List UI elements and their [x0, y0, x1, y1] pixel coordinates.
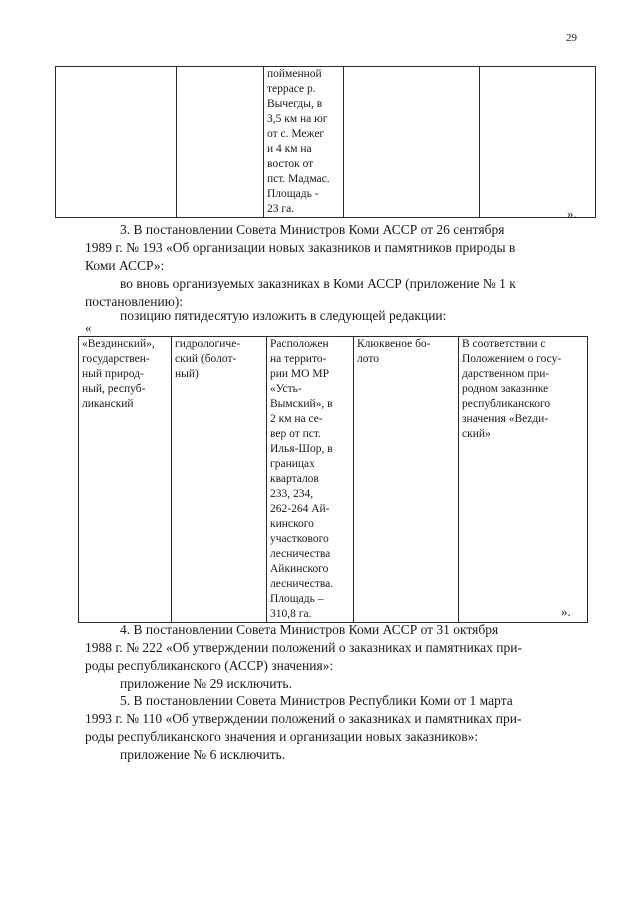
table-continuation — [55, 66, 596, 218]
item5-line1: 5. В постановлении Совета Министров Республики Коми от 1 марта — [120, 693, 513, 708]
opening-quote: « — [85, 320, 92, 335]
page-number: 29 — [566, 32, 577, 44]
item4-line1: 4. В постановлении Совета Министров Коми АССР от 31 октября — [120, 622, 499, 637]
table-position-50 — [78, 336, 588, 623]
closing-quote: ». — [567, 206, 577, 221]
item3-line2: 1989 г. № 193 «Об организации новых заказников и памятников природы в — [85, 240, 516, 255]
closing-quote: ». — [561, 604, 571, 619]
item5-line2: 1993 г. № 110 «Об утверждении положений о заказниках и памятниках при- — [85, 711, 522, 726]
item4-line4: приложение № 29 исключить. — [120, 676, 292, 691]
item3-line6: позицию пятидесятую изложить в следующей редакции: — [120, 308, 447, 323]
cell-object: Клюквеное бо- лото — [354, 337, 459, 623]
table-cell — [344, 67, 480, 218]
item5-line3: роды республиканского значения и организации новых заказников»: — [85, 729, 479, 744]
table-row — [56, 67, 596, 218]
cell-regulation: В соответствии с Положением о госу- дарственном при- родном заказнике республиканского значения «Вezди- ский» — [459, 337, 588, 623]
item3-line3: Коми АССР»: — [85, 258, 165, 273]
item3-line1: 3. В постановлении Совета Министров Коми АССР от 26 сентября — [120, 222, 505, 237]
item4-line2: 1988 г. № 222 «Об утверждении положений о заказниках и памятниках при- — [85, 640, 522, 655]
table-cell — [480, 67, 596, 218]
item3-line5: постановлению): — [85, 294, 184, 309]
item3-line4: во вновь организуемых заказниках в Коми АССР (приложение № 1 к — [120, 276, 516, 291]
table-cell — [177, 67, 264, 218]
cell-location: Расположен на террито- рии МО МР «Усть- Вымский», в 2 км на се- вер от пст. Илья-Шор, в границах кварталов 233, 234, 262-264 Ай- кинского участкового лесничества Айкинского лесничества. Площадь – 310,8 га. — [267, 337, 354, 623]
table-row — [79, 337, 588, 623]
cell-name: «Вездинский», государствен- ный природ- ный, респуб- ликанский — [79, 337, 172, 623]
table-cell — [56, 67, 177, 218]
item5-line4: приложение № 6 исключить. — [120, 747, 286, 762]
item4-line3: роды республиканского (АССР) значения»: — [85, 658, 334, 673]
table-cell-location: пойменной террасе р. Вычегды, в 3,5 км на юг от с. Межег и 4 км на восток от пст. Мадмас. Площадь - 23 га. — [264, 67, 344, 218]
cell-type: гидрологиче- ский (болот- ный) — [172, 337, 267, 623]
